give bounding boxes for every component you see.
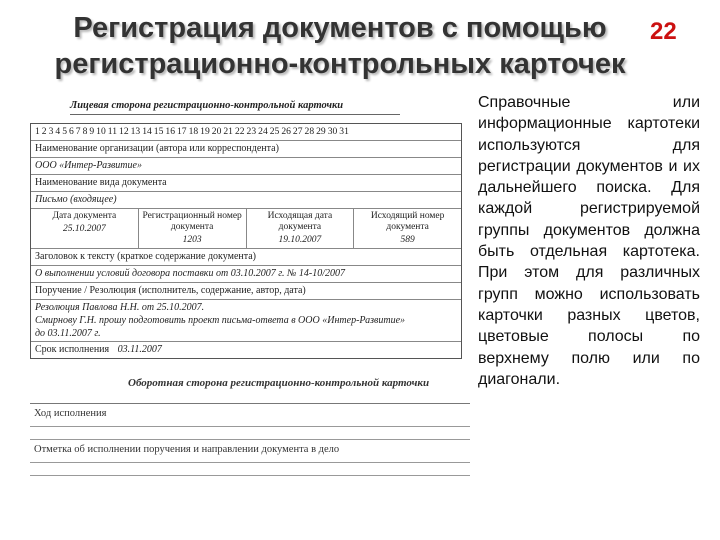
doc-type-label: Наименование вида документа: [31, 175, 461, 192]
day-number: 24: [258, 126, 268, 137]
day-number: 5: [62, 126, 67, 137]
reg-number-header: Регистрационный номер документа: [142, 211, 242, 232]
doc-date-cell: [31, 209, 139, 248]
deadline-value: 03.11.2007: [117, 344, 162, 355]
deadline-row: [31, 342, 461, 358]
day-number: 9: [89, 126, 95, 137]
slide-number: 22: [650, 18, 677, 45]
resolution-line-2: Смирнову Г.Н. прошу подготовить проект письма-ответа в ООО «Интер-Развитие»: [35, 315, 406, 326]
day-number: 10: [96, 126, 106, 137]
card-front-grid: [30, 123, 462, 359]
resolution-value: [31, 300, 461, 342]
reg-number-value: 1203: [182, 235, 202, 245]
day-number: 30: [327, 126, 338, 137]
summary-value: О выполнении условий договора поставки от 03.10.2007 г. № 14-10/2007: [31, 266, 461, 283]
doc-type-value: Письмо (входящее): [31, 192, 461, 209]
day-number: 3: [48, 126, 54, 137]
day-number: 2: [41, 126, 47, 137]
day-number: 17: [176, 126, 187, 137]
completion-label: Отметка об исполнении поручения и направлении документа в дело: [30, 440, 470, 463]
doc-date-header: Дата документа: [52, 211, 117, 221]
out-date-value: 19.10.2007: [278, 235, 322, 245]
org-label: Наименование организации (автора или корреспондента): [31, 141, 461, 158]
day-number: 28: [304, 126, 315, 137]
description-paragraph: Справочные или информационные картотеки используются для регистрации документов и их дальнейшего поиска. Для каждой регистрируемой группы документов должна быть отдельная картотека. При этом для различных групп можно использовать карточки разных цветов, цветовые полосы по верхнему полю или по диагонали.: [478, 94, 700, 388]
day-number: 11: [107, 126, 118, 137]
resolution-label: Поручение / Резолюция (исполнитель, содержание, автор, дата): [31, 283, 461, 300]
card-back-heading: Оборотная сторона регистрационно-контрольной карточки: [128, 377, 430, 389]
day-number: 31: [339, 126, 349, 137]
slide-title: Регистрация документов с помощью регистрационно-контрольных карточек: [54, 12, 626, 80]
resolution-line-1: Резолюция Павлова Н.Н. от 25.10.2007.: [35, 302, 205, 313]
progress-label: Ход исполнения: [30, 404, 470, 427]
day-number: 25: [269, 126, 280, 137]
out-number-cell: [354, 209, 461, 248]
day-number: 19: [200, 126, 210, 137]
deadline-label: Срок исполнения: [35, 344, 110, 355]
completion-blank-row: [30, 463, 470, 476]
day-number: 1: [35, 126, 40, 137]
reg-number-cell: [139, 209, 247, 248]
day-number: 23: [246, 126, 257, 137]
day-number: 22: [234, 126, 245, 137]
day-number: 18: [188, 126, 199, 137]
out-number-value: 589: [400, 235, 415, 245]
out-date-header: Исходящая дата документа: [267, 211, 333, 232]
card-back-grid: [30, 403, 470, 476]
progress-blank-row: [30, 427, 470, 440]
doc-date-value: 25.10.2007: [63, 224, 106, 234]
days-row: [31, 124, 461, 141]
doc-columns: [31, 209, 461, 249]
day-number: 12: [119, 126, 129, 137]
day-number: 6: [68, 126, 74, 137]
org-value: ООО «Интер-Развитие»: [31, 158, 461, 175]
day-number: 26: [281, 126, 291, 137]
day-number: 16: [165, 126, 175, 137]
description-text: [478, 92, 700, 390]
out-number-header: Исходящий номер документа: [370, 211, 445, 232]
day-number: 7: [75, 126, 81, 137]
day-number: 13: [130, 126, 141, 137]
day-number: 4: [55, 126, 61, 137]
day-number: 8: [82, 126, 88, 137]
day-number: 27: [292, 126, 303, 137]
resolution-line-3: до 03.11.2007 г.: [35, 328, 101, 339]
day-number: 14: [142, 126, 152, 137]
summary-label: Заголовок к тексту (краткое содержание документа): [31, 249, 461, 266]
day-number: 15: [153, 126, 164, 137]
day-number: 20: [211, 126, 222, 137]
card-front: [30, 100, 460, 359]
out-date-cell: [247, 209, 355, 248]
day-number: 21: [223, 126, 233, 137]
day-number: 29: [316, 126, 326, 137]
card-front-heading: Лицевая сторона регистрационно-контрольной карточки: [70, 100, 400, 115]
